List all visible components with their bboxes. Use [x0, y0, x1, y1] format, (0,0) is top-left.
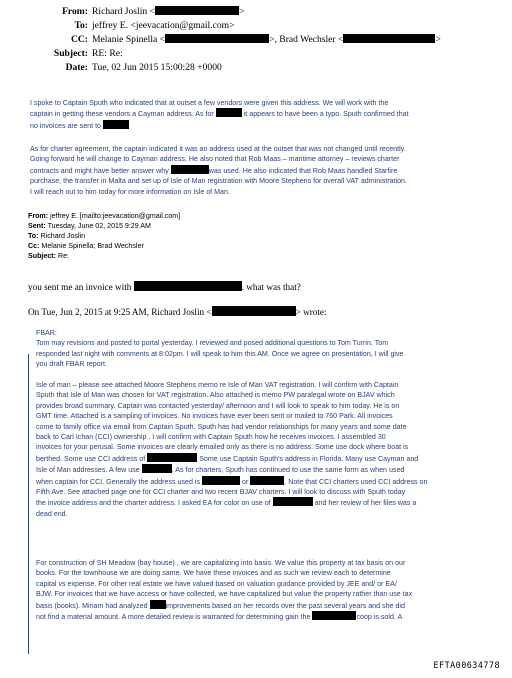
quoted-fbar [36, 328, 506, 370]
from-value: Richard Joslin < [92, 6, 155, 17]
cc-end: > [435, 34, 441, 45]
body-line-1 [28, 281, 301, 293]
text-line: . As for charters, Sputh has continued to use the same form as when used [171, 466, 405, 475]
text-line: BJW. For invoices that we have access or have collected, we have capitalized but value the property rather than use tax [36, 590, 413, 599]
redaction [250, 476, 284, 485]
text-line: FBAR: [36, 329, 57, 337]
text-line: Some use Captain Sputh's address in Florida. Many use Cayman and [199, 454, 419, 463]
fwd-cc-label: Cc: [28, 242, 40, 250]
text-line: it appears to have been a typo. Sputh confirmed that [243, 110, 409, 119]
redaction [165, 34, 269, 43]
fwd-from-value: jeffrey E. [mailto:jeevacation@gmail.com] [50, 212, 181, 220]
text-line: I will reach out to him today for more information on Isle of Man. [30, 187, 230, 196]
text-line: Tom may revisions and posted to portal yesterday. I reviewed and posed additional questions to Tom Turrin. Tom [36, 339, 389, 348]
text-line: Isle of Man addresses. A few use [36, 466, 140, 475]
fwd-to-label: To: [28, 232, 39, 240]
fwd-to [28, 232, 85, 242]
subject-label: Subject: [53, 48, 88, 59]
redaction [155, 6, 239, 15]
text-line: not find a material amount. A more detailed review is warranted for determining gain the [36, 613, 311, 622]
fwd-subject [28, 252, 69, 262]
header-subject-row [0, 48, 123, 60]
cc-mid: >, Brad Wechsler < [269, 34, 344, 45]
redaction [312, 611, 356, 620]
date-value: Tue, 02 Jun 2015 15:00:28 +0000 [92, 62, 222, 73]
text-line: capital vs expense. For other real estate we have valued based on valuation guidance provided by JEE and/ or EA/ [36, 579, 397, 588]
redaction [134, 281, 242, 291]
text-line: books. For the townhouse we are doing same. We have these invoices and as such we review each to determine [36, 569, 391, 578]
to-label: To: [74, 20, 88, 31]
fwd-cc-value: Melanie Spinella; Brad Wechsler [41, 242, 144, 250]
redaction [142, 464, 172, 473]
header-from-row [0, 6, 244, 18]
fwd-subject-label: Subject: [28, 252, 56, 260]
text-line: purchase, the transfer in Malta and set up of Isle of Man registration with Moore Stephens for overall VAT administration. [30, 177, 407, 186]
fwd-cc [28, 242, 144, 252]
text-line: GMT time. Attached is a sampling of invoices. No invoices have ever been sent or mailed to 760 Park. All invoices [36, 412, 393, 421]
body-line-2 [28, 306, 327, 318]
text-line: and her review of her files was a [314, 499, 417, 508]
header-cc-row [0, 34, 441, 46]
redaction [216, 108, 242, 117]
text-line: when captain for CCI. Generally the address used is [36, 477, 201, 486]
text-line: contracts and might have better answer why [30, 166, 169, 175]
text-line: . Note that CCI charters used CCI address on [284, 477, 428, 486]
text-line: . what was that? [241, 282, 301, 292]
quote-bar [28, 354, 29, 654]
from-label: From: [62, 6, 88, 17]
text-line: basis (books). Miriam had analyzed [36, 601, 148, 610]
document-reference-id: EFTA00634778 [433, 660, 500, 670]
text-line: improvements based on her records over the past several years and she did [165, 601, 405, 610]
redaction [171, 165, 209, 174]
fwd-to-value: Richard Joslin [40, 232, 86, 240]
text-line: you draft FBAR report. [36, 360, 107, 369]
fwd-sent-value: Tuesday, June 02, 2015 9:29 AM [47, 222, 151, 230]
text-line: Going forward he will change to Cayman address. He also noted that Rob Maas – maritime attorney – reviews charter [30, 155, 400, 164]
text-line: As for charter agreement, the captain indicated it was an address used at the outset that was not changed until recently. [30, 145, 406, 153]
redaction [202, 476, 240, 485]
from-end: > [238, 6, 245, 17]
text-line: Sputh that Isle of Man was chosen for VAT registration. Also attached is memo PW paralegal wrote on BJAV which [36, 391, 395, 400]
redaction [343, 34, 435, 43]
text-line: was used. He also indicated that Rob Maas handled Starfire [208, 166, 398, 175]
redaction [150, 600, 166, 609]
text-line: come to family office via email from Captain Sputh. Sputh has had vendor relationships for many years and some date [36, 422, 407, 431]
text-line: responded last night with comments at 8:02pm. I will speak to him this AM. Once we agree on presentation, I will give [36, 349, 404, 358]
to-value: jeffrey E. <jeevacation@gmail.com> [92, 20, 235, 31]
text-line: invoices for your perusal. Some invoices are clearly emailed only as there is no address. Some use dock where boat is [36, 443, 409, 452]
text-line: On Tue, Jun 2, 2015 at 9:25 AM, Richard Joslin < [28, 307, 212, 317]
subject-value: RE: Re: [92, 48, 123, 59]
text-line: the invoice address and the charter address. I asked EA for color on use of [36, 499, 271, 508]
fwd-sent [28, 222, 151, 232]
redaction [147, 453, 197, 462]
header-to-row [0, 20, 235, 32]
text-line: I spoke to Captain Sputh who indicated that at outset a few vendors were given this address. We will work with the [30, 99, 389, 107]
reply-paragraph-2 [30, 144, 505, 197]
fwd-from [28, 212, 180, 222]
header-date-row [0, 62, 222, 74]
text-line: provides broad summary. Captain was contacted yesterday/ afternoon and I will look to speak to him today. He is on [36, 401, 400, 410]
redaction [273, 497, 313, 506]
text-line: > wrote: [295, 307, 327, 317]
fwd-subject-value: Re: [57, 252, 70, 260]
text-line: berthed. Some use CCI address of [36, 454, 146, 463]
text-line: For construction of SH Meadow (bay house) , we are capitalizing into basis. We value this property at tax basis on our [36, 559, 406, 567]
fwd-from-label: From: [28, 212, 49, 220]
fwd-sent-label: Sent: [28, 222, 46, 230]
date-label: Date: [65, 62, 88, 73]
text-line: dead end. [36, 509, 68, 518]
text-line: no invoices are sent to [30, 121, 101, 130]
text-line: Fifth Ave. See attached page one for CCI charter and two recent BJAV charters. I will look to discuss with Sputh today [36, 488, 406, 497]
redaction [103, 120, 129, 129]
cc-value: Melanie Spinella < [92, 34, 166, 45]
text-line: coop is sold. A [356, 613, 403, 622]
reply-paragraph-1 [30, 98, 505, 131]
text-line: Isle of man – please see attached Moore Stephens memo re Isle of Man VAT registration. I will confirm with Captain [36, 381, 399, 389]
quoted-construction [36, 558, 506, 622]
text-line: or [242, 477, 249, 486]
cc-label: CC: [70, 34, 88, 45]
text-line: back to Carl Ichan (CCI) ownership . I will confirm with Captain Sputh how he receives invoices. I assembled 30 [36, 433, 386, 442]
text-line: you sent me an invoice with [28, 282, 132, 292]
quoted-isle-of-man [36, 380, 506, 519]
redaction [212, 306, 296, 316]
text-line: captain in getting these vendors a Cayman address. As for [30, 110, 214, 119]
